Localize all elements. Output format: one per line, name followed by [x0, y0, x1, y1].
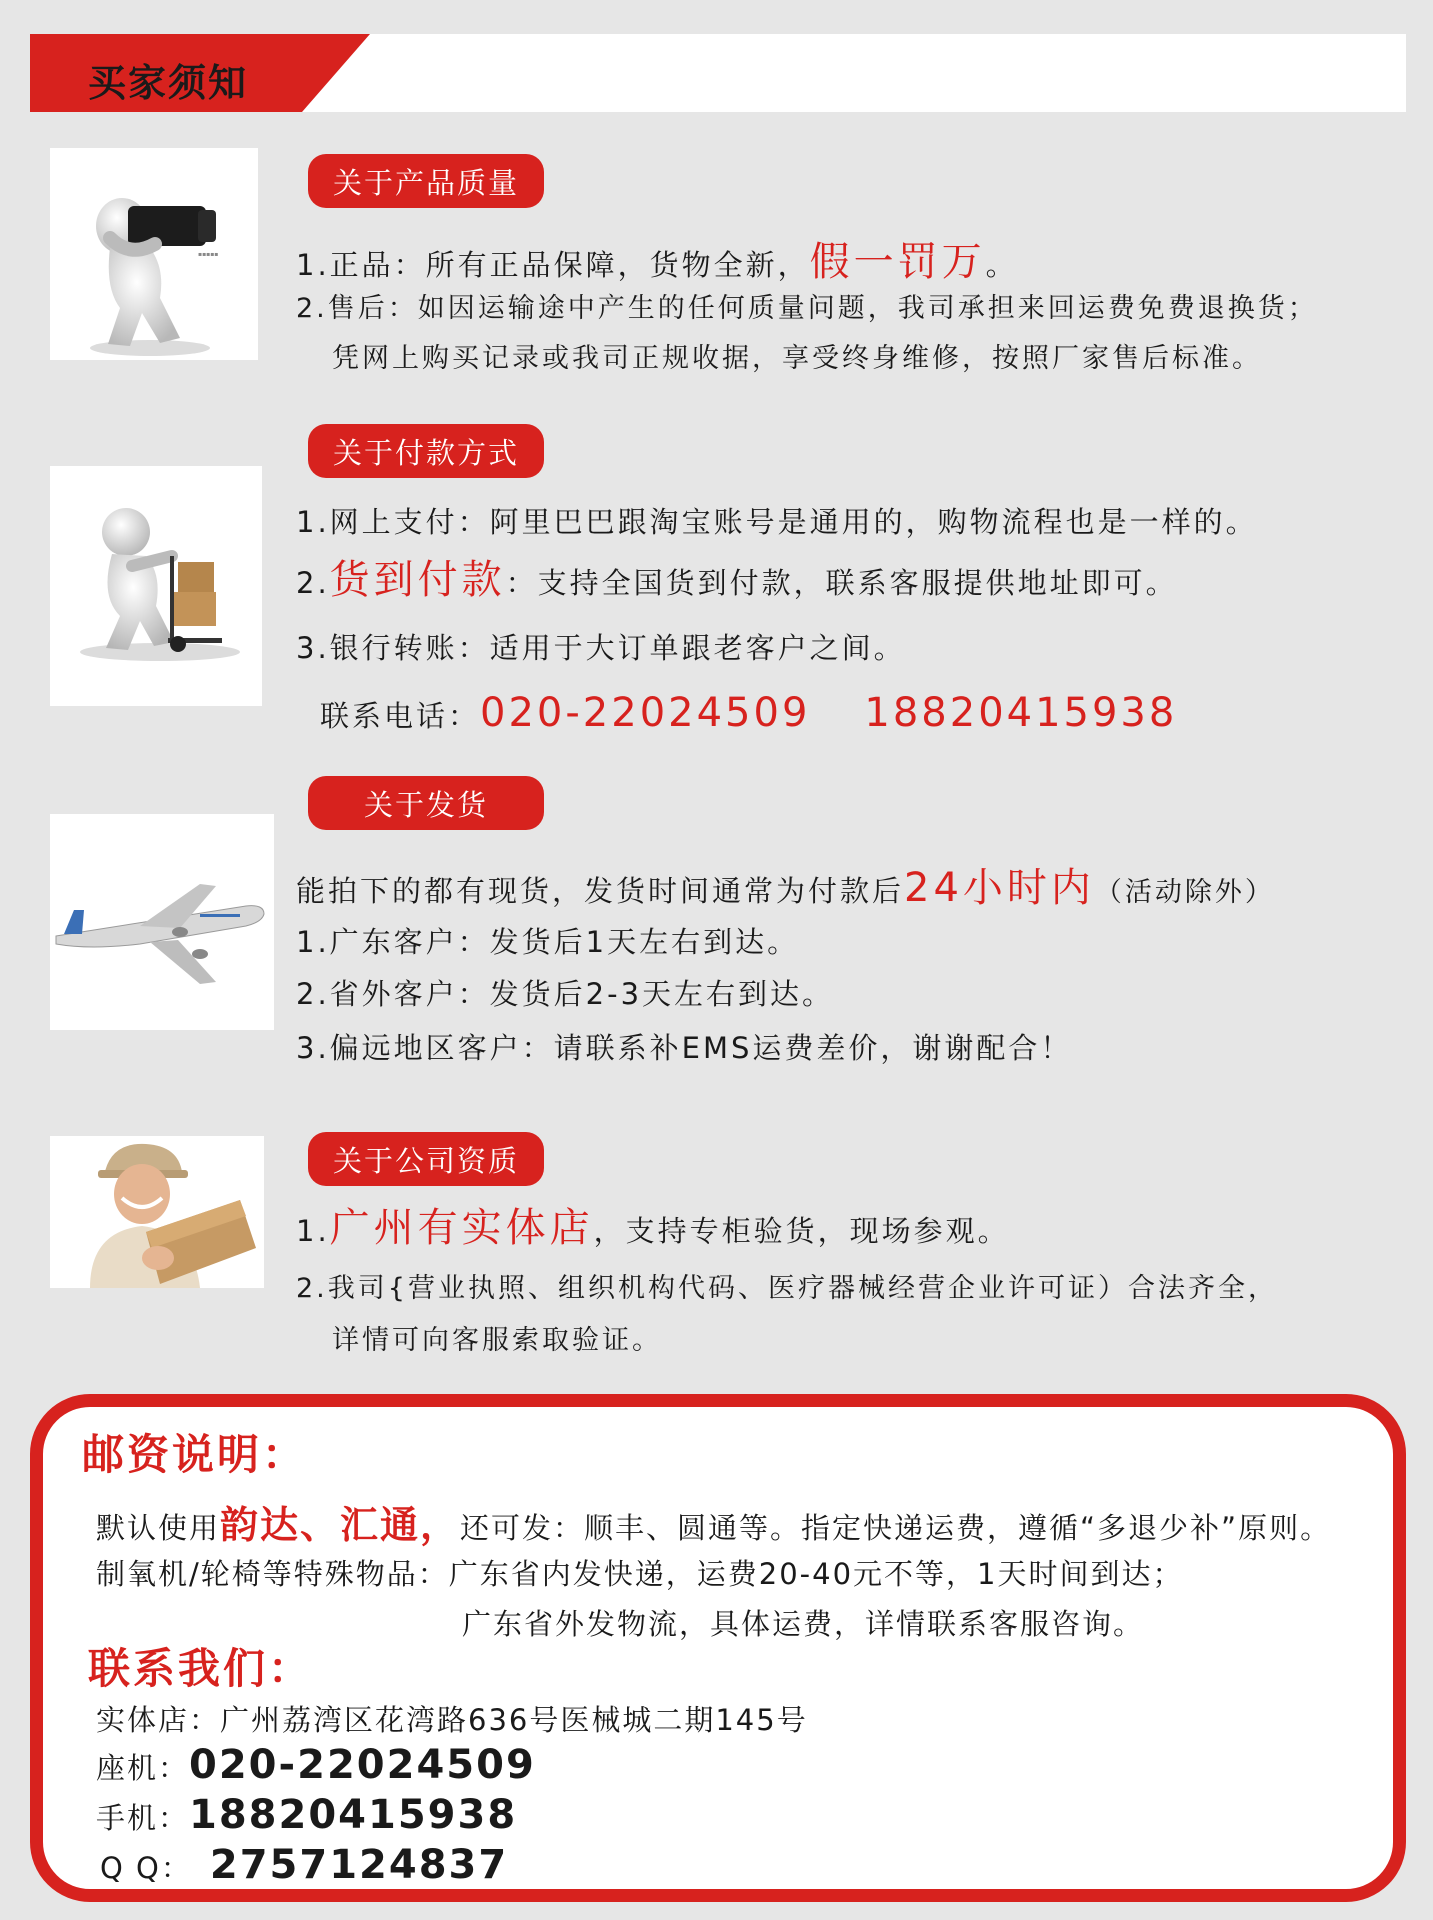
shipping-line-0-suffix: （活动除外）	[1094, 877, 1275, 908]
svg-text:▪▪▪▪▪: ▪▪▪▪▪	[198, 251, 219, 258]
company-emphasis: 广州有实体店	[329, 1205, 594, 1251]
shipping-line-1: 1.广东客户：发货后1天左右到达。	[296, 925, 800, 959]
courier-emphasis: 韵达、汇通，	[220, 1503, 461, 1547]
quality-line-1-suffix: 。	[985, 248, 1018, 282]
section-pill-company: 关于公司资质	[308, 1132, 544, 1186]
contact-qq	[100, 1842, 508, 1888]
quality-line-1	[296, 230, 1018, 287]
qq-label: Q Q：	[100, 1851, 192, 1885]
contact-landline	[96, 1742, 536, 1788]
landline-number: 020-22024509	[189, 1742, 536, 1788]
company-line-1-suffix: ，支持专柜验货，现场参观。	[593, 1214, 1010, 1248]
payment-line-2	[296, 548, 1178, 605]
section-pill-shipping: 关于发货	[308, 776, 544, 830]
mobile-label: 手机：	[96, 1801, 190, 1835]
figure-handtruck-image	[50, 466, 262, 706]
shipping-fee-line-1	[96, 1494, 1331, 1549]
quality-emphasis: 假一罚万	[809, 239, 986, 285]
shipping-fee-heading: 邮资说明：	[82, 1430, 308, 1479]
quality-line-2: 2.售后：如因运输途中产生的任何质量问题，我司承担来回运费免费退换货；	[296, 293, 1318, 324]
contact-store: 实体店：广州荔湾区花湾路636号医械城二期145号	[96, 1703, 808, 1737]
delivery-man-image	[50, 1136, 264, 1288]
company-line-1	[296, 1196, 1010, 1253]
payment-line-3: 3.银行转账：适用于大订单跟老客户之间。	[296, 631, 906, 665]
phone-landline: 020-22024509	[480, 690, 811, 736]
shipping-line-0-prefix: 能拍下的都有现货，发货时间通常为付款后	[296, 874, 905, 908]
payment-line-1: 1.网上支付：阿里巴巴跟淘宝账号是通用的，购物流程也是一样的。	[296, 505, 1258, 539]
shipping-line-2: 2.省外客户：发货后2-3天左右到达。	[296, 977, 835, 1011]
figure-camera-image	[50, 148, 258, 360]
section-pill-quality: 关于产品质量	[308, 154, 544, 208]
company-line-3: 详情可向客服索取验证。	[332, 1325, 662, 1356]
company-line-2: 2.我司{营业执照、组织机构代码、医疗器械经营企业许可证）合法齐全，	[296, 1273, 1278, 1304]
payment-phone	[320, 690, 1177, 736]
shipping-fee-line-3: 广东省外发物流，具体运费，详情联系客服咨询。	[462, 1607, 1145, 1641]
airplane-image	[50, 814, 274, 1030]
shipping-emphasis: 24小时内	[904, 865, 1095, 911]
contact-mobile	[96, 1792, 517, 1838]
shipping-fee-line-1-suffix: 还可发：顺丰、圆通等。指定快递运费，遵循“多退少补”原则。	[460, 1511, 1332, 1545]
shipping-fee-line-1-prefix: 默认使用	[96, 1511, 221, 1545]
section-pill-payment: 关于付款方式	[308, 424, 544, 478]
page-title: 买家须知	[88, 61, 249, 105]
qq-number: 2757124837	[209, 1842, 509, 1888]
quality-line-1-text: 1.正品：所有正品保障，货物全新，	[296, 248, 810, 282]
quality-line-3: 凭网上购买记录或我司正规收据，享受终身维修，按照厂家售后标准。	[332, 343, 1262, 374]
company-line-1-prefix: 1.	[296, 1214, 330, 1248]
landline-label: 座机：	[96, 1751, 190, 1785]
payment-emphasis: 货到付款	[329, 557, 506, 603]
shipping-line-3: 3.偏远地区客户：请联系补EMS运费差价，谢谢配合！	[296, 1031, 1073, 1065]
mobile-number: 18820415938	[189, 1792, 518, 1838]
phone-mobile: 18820415938	[864, 690, 1178, 736]
shipping-fee-line-2: 制氧机/轮椅等特殊物品：广东省内发快递，运费20-40元不等，1天时间到达；	[96, 1557, 1184, 1591]
payment-line-2-suffix: ：支持全国货到付款，联系客服提供地址即可。	[505, 566, 1178, 600]
contact-heading: 联系我们：	[88, 1644, 314, 1693]
shipping-line-0	[296, 856, 1275, 913]
payment-line-2-prefix: 2.	[296, 566, 330, 600]
phone-label: 联系电话：	[320, 699, 481, 733]
